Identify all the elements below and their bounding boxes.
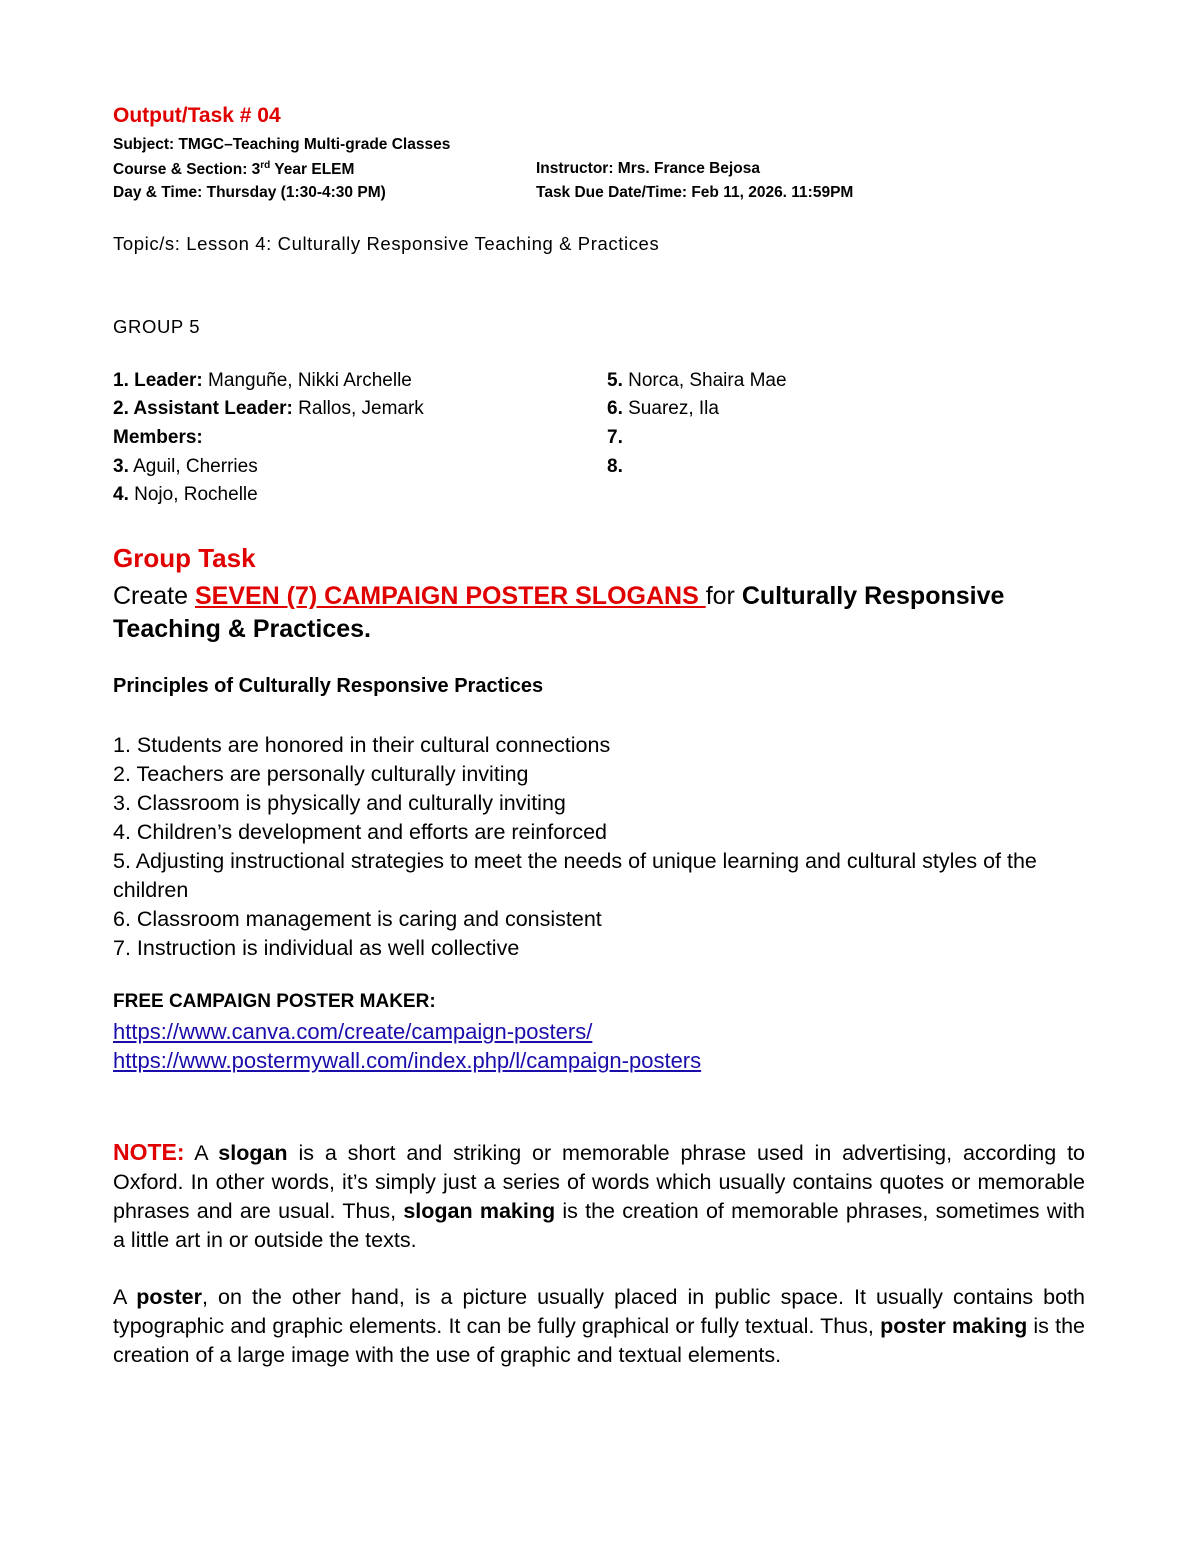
member-name: Suarez, Ila (622, 398, 719, 419)
poster-text: A (113, 1285, 137, 1309)
members-heading (113, 427, 203, 449)
note-term: slogan making (403, 1199, 556, 1223)
create-text: Create (113, 582, 195, 610)
member-name: Nojo, Rochelle (128, 484, 258, 505)
note-text: is the creation of memorable phrases, sometimes with a little art in or outside the texts. (113, 1199, 1085, 1252)
member-number: 7. (607, 427, 623, 448)
course-prefix: Course & Section: 3 (113, 161, 261, 179)
canva-link[interactable]: https://www.canva.com/create/campaign-posters/ (113, 1019, 593, 1044)
member-row (113, 456, 258, 478)
group-label: GROUP 5 (113, 316, 201, 337)
group-task-instruction (113, 580, 1093, 646)
course-suffix: Year ELEM (270, 161, 355, 179)
topic-line: Topic/s: Lesson 4: Culturally Responsive Teaching & Practices (113, 233, 660, 254)
member-row (607, 398, 719, 420)
principles-title: Principles of Culturally Responsive Practices (113, 675, 544, 697)
principle-item: 6. Classroom management is caring and consistent (113, 907, 602, 931)
note-text: is a short and striking or memorable phrase used in advertising, according to Oxford. In other words, it’s simply just a series of words which usually contains quotes or memorable phrases and are usual. Thus, (113, 1141, 1085, 1223)
note-text: A (184, 1141, 219, 1165)
due-date-line: Task Due Date/Time: Feb 11, 2026. 11:59PM (536, 184, 854, 201)
member-name: Manguñe, Nikki Archelle (202, 370, 412, 391)
course-section-line (113, 160, 354, 179)
member-number: 2. Assistant Leader: (113, 398, 293, 419)
task-subject: Culturally Responsive Teaching & Practices. (113, 582, 1005, 643)
course-sup: rd (260, 160, 271, 171)
member-number: 6. (607, 398, 623, 419)
principle-item: 1. Students are honored in their cultural connections (113, 733, 611, 757)
group-task-heading: Group Task (113, 543, 256, 573)
member-row (113, 398, 424, 420)
member-name: Rallos, Jemark (292, 398, 424, 419)
member-number: Members: (113, 427, 203, 448)
poster-paragraph (113, 1283, 1085, 1370)
poster-term: poster making (880, 1314, 1028, 1338)
member-name: Norca, Shaira Mae (622, 370, 787, 391)
principle-item: 5. Adjusting instructional strategies to meet the needs of unique learning and cultural styles of the children (113, 849, 1037, 902)
note-paragraph (113, 1138, 1085, 1255)
poster-maker-title: FREE CAMPAIGN POSTER MAKER: (113, 991, 436, 1012)
principle-item: 2. Teachers are personally culturally inviting (113, 762, 529, 786)
member-row (607, 370, 787, 392)
postermywall-link[interactable]: https://www.postermywall.com/index.php/l/campaign-posters (113, 1048, 702, 1073)
principle-item: 3. Classroom is physically and culturally inviting (113, 791, 566, 815)
task-title: Output/Task # 04 (113, 104, 281, 127)
member-row (113, 484, 258, 506)
note-term: slogan (218, 1141, 288, 1165)
poster-term: poster (136, 1285, 202, 1309)
poster-text: is the creation of a large image with the use of graphic and textual elements. (113, 1314, 1085, 1367)
poster-text: , on the other hand, is a picture usually placed in public space. It usually contains both typographic and graphic elements. It can be fully graphical or fully textual. Thus, (113, 1285, 1085, 1338)
member-row (607, 456, 623, 478)
member-number: 3. (113, 456, 129, 477)
member-number: 1. Leader: (113, 370, 203, 391)
member-number: 8. (607, 456, 623, 477)
principle-item: 4. Children’s development and efforts are reinforced (113, 820, 607, 844)
for-text: for (705, 582, 742, 610)
member-name: Aguil, Cherries (128, 456, 258, 477)
member-row (113, 370, 412, 392)
slogan-count-highlight: SEVEN (7) CAMPAIGN POSTER SLOGANS (194, 582, 706, 610)
subject-line: Subject: TMGC–Teaching Multi-grade Classes (113, 136, 451, 153)
member-number: 5. (607, 370, 623, 391)
principle-item: 7. Instruction is individual as well collective (113, 936, 520, 960)
member-number: 4. (113, 484, 129, 505)
note-label: NOTE: (113, 1139, 185, 1165)
day-time-line: Day & Time: Thursday (1:30-4:30 PM) (113, 184, 386, 201)
principles-list (113, 731, 1073, 963)
member-row (607, 427, 623, 449)
instructor-line: Instructor: Mrs. France Bejosa (536, 160, 760, 177)
